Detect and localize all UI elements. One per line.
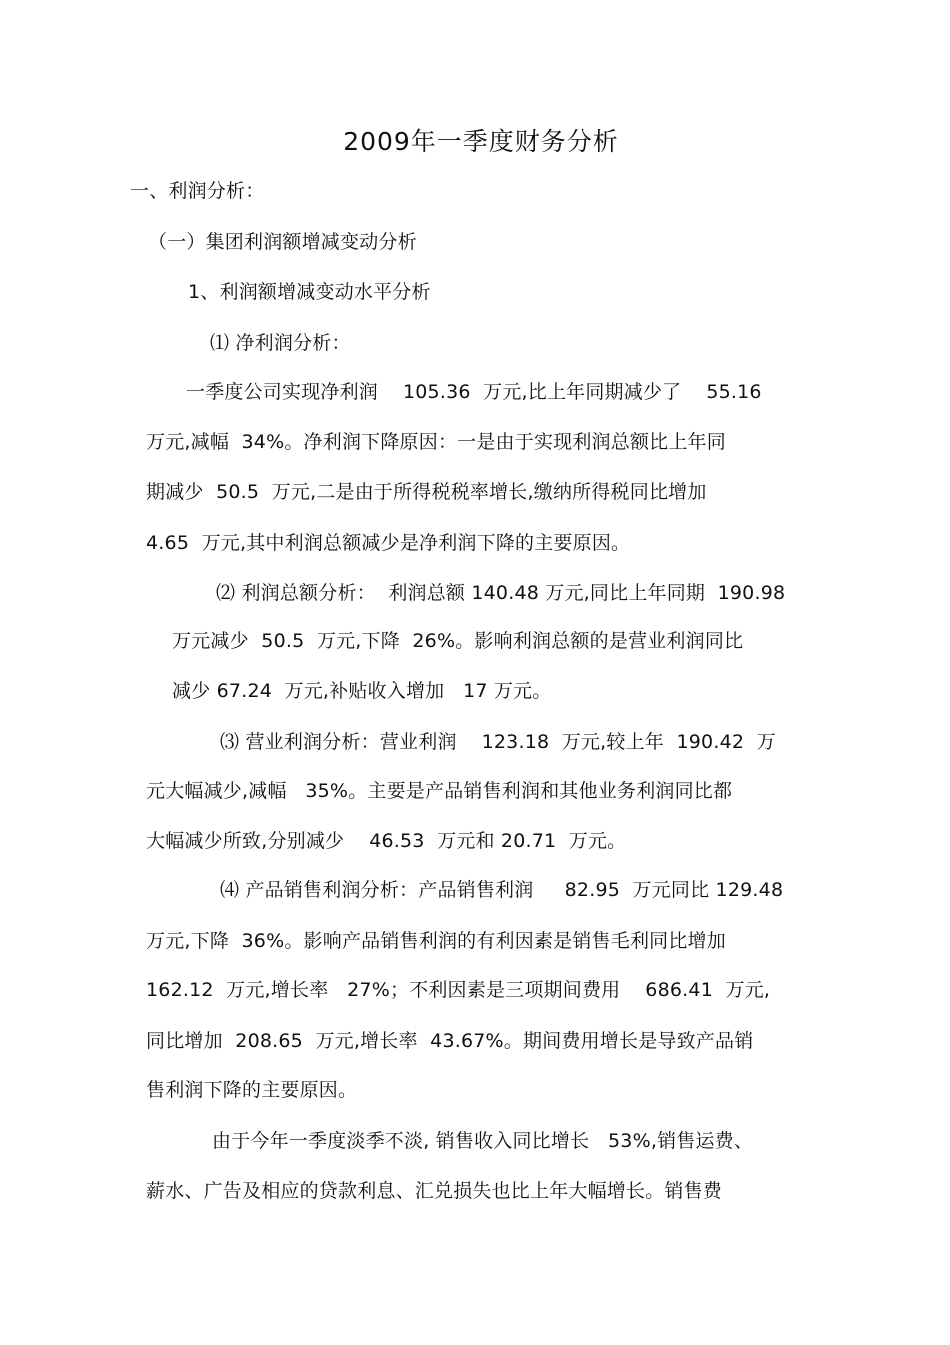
paragraph-line: 元大幅减少,减幅 35%。主要是产品销售利润和其他业务利润同比都 — [146, 780, 733, 802]
subsection-heading: （一）集团利润额增减变动分析 — [148, 231, 417, 253]
paragraph-line: 万元,下降 36%。影响产品销售利润的有利因素是销售毛利同比增加 — [146, 930, 726, 952]
paragraph-line: 万元,减幅 34%。净利润下降原因：一是由于实现利润总额比上年同 — [146, 431, 726, 453]
paragraph-line: ⑵ 利润总额分析： 利润总额 140.48 万元,同比上年同期 190.98 — [216, 582, 786, 604]
net-profit-heading: ⑴ 净利润分析： — [210, 332, 351, 354]
paragraph-line: 4.65 万元,其中利润总额减少是净利润下降的主要原因。 — [146, 532, 631, 554]
paragraph-line: ⑷ 产品销售利润分析：产品销售利润 82.95 万元同比 129.48 — [220, 879, 784, 901]
section-heading: 一、利润分析： — [130, 180, 265, 202]
paragraph-line: 薪水、广告及相应的贷款利息、汇兑损失也比上年大幅增长。销售费 — [146, 1180, 723, 1202]
paragraph-line: 减少 67.24 万元,补贴收入增加 17 万元。 — [172, 680, 552, 702]
paragraph-line: 大幅减少所致,分别减少 46.53 万元和 20.71 万元。 — [146, 830, 627, 852]
document-title: 2009年一季度财务分析 — [343, 127, 619, 156]
paragraph-line: 期减少 50.5 万元,二是由于所得税税率增长,缴纳所得税同比增加 — [146, 481, 707, 503]
paragraph-line: 售利润下降的主要原因。 — [146, 1079, 358, 1101]
paragraph-line: 一季度公司实现净利润 105.36 万元,比上年同期减少了 55.16 — [186, 381, 762, 403]
item-heading: 1、利润额增减变动水平分析 — [188, 281, 431, 303]
paragraph-line: 162.12 万元,增长率 27%；不利因素是三项期间费用 686.41 万元, — [146, 979, 771, 1001]
paragraph-line: 由于今年一季度淡季不淡, 销售收入同比增长 53%,销售运费、 — [212, 1130, 754, 1152]
paragraph-line: ⑶ 营业利润分析：营业利润 123.18 万元,较上年 190.42 万 — [220, 731, 776, 753]
paragraph-line: 万元减少 50.5 万元,下降 26%。影响利润总额的是营业利润同比 — [172, 630, 744, 652]
paragraph-line: 同比增加 208.65 万元,增长率 43.67%。期间费用增长是导致产品销 — [146, 1030, 754, 1052]
